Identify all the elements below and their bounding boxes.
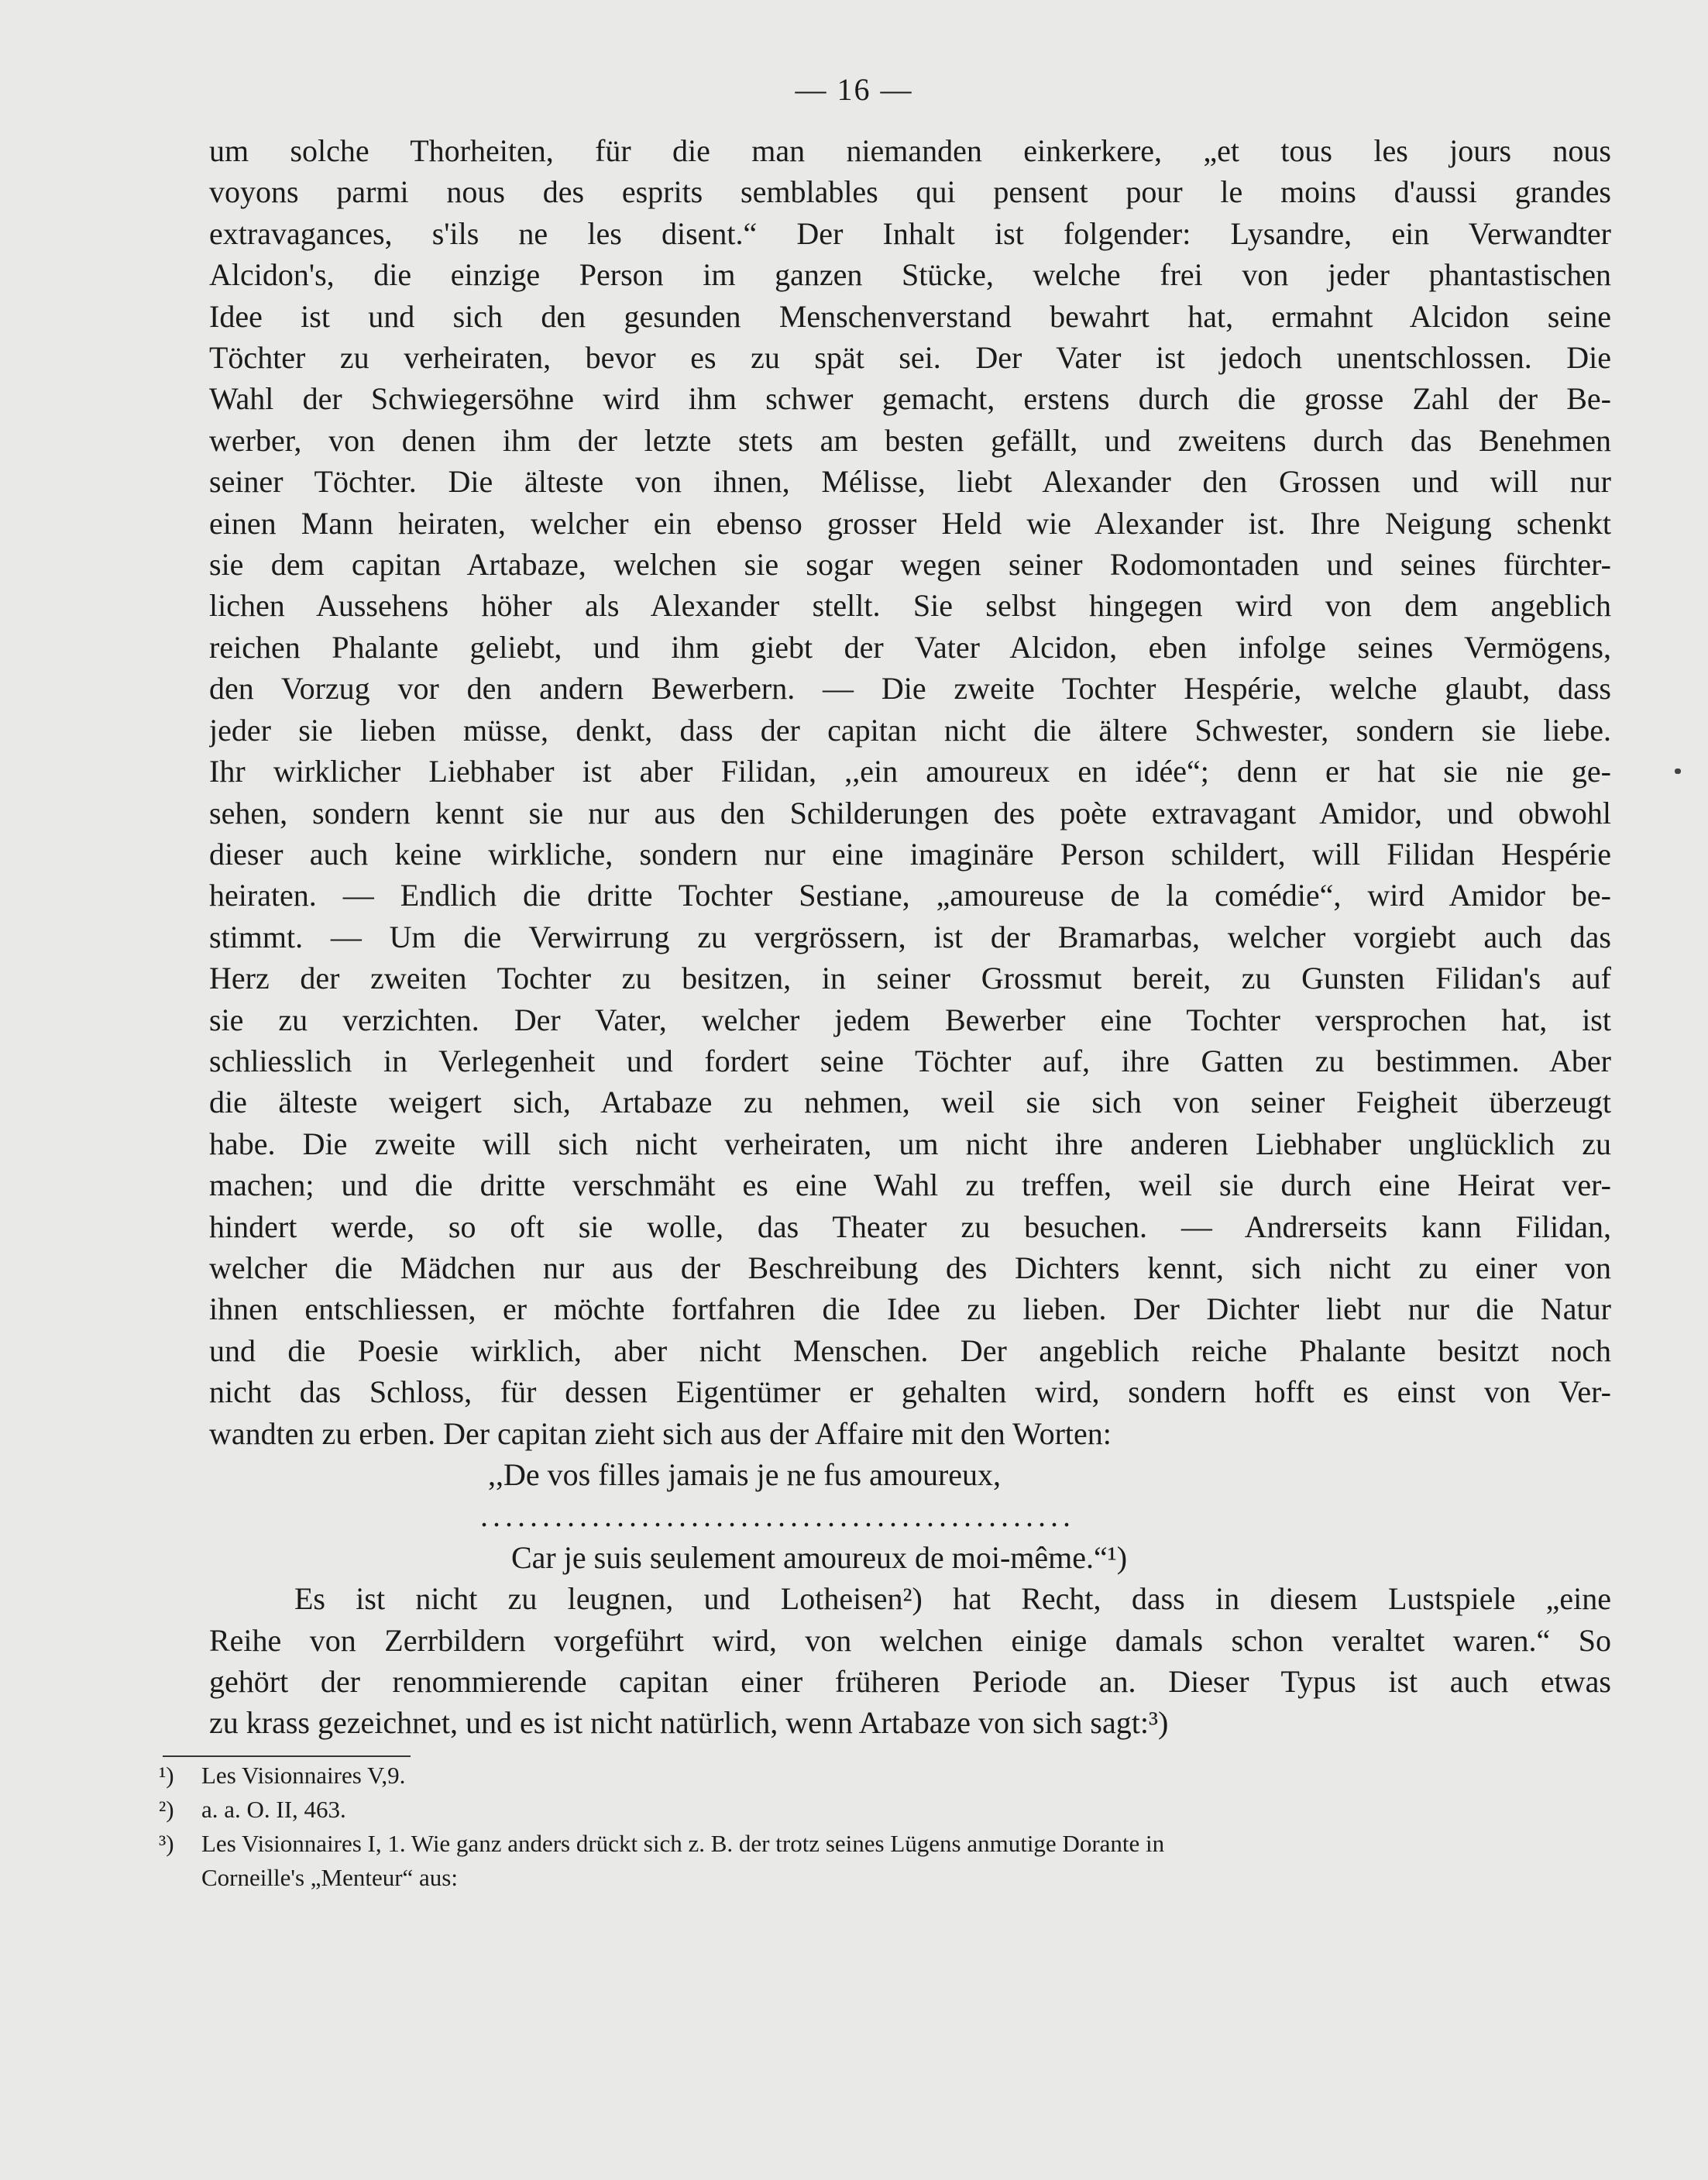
text-line: seiner Töchter. Die älteste von ihnen, Mélisse, liebt Alexander den Grossen und will nur [209,464,1611,500]
text-line: nicht das Schloss, für dessen Eigentümer er gehalten wird, sondern hofft es einst von Ver- [209,1374,1611,1410]
margin-mark [1675,769,1681,774]
text-line: Herz der zweiten Tochter zu besitzen, in seiner Grossmut bereit, zu Gunsten Filidan's auf [209,961,1611,996]
text-line: sie dem capitan Artabaze, welchen sie sogar wegen seiner Rodomontaden und seines fürchter- [209,547,1611,583]
footnote-continuation: Corneille's „Menteur“ aus: [201,1864,458,1891]
text-line: dieser auch keine wirkliche, sondern nur eine imaginäre Person schildert, will Filidan Hespérie [209,836,1611,872]
text-line: extravagances, s'ils ne les disent.“ Der Inhalt ist folgender: Lysandre, ein Verwandter [209,215,1611,251]
footnote-mark: ³) [159,1830,174,1857]
text-line: Wahl der Schwiegersöhne wird ihm schwer gemacht, erstens durch die grosse Zahl der Be- [209,381,1611,417]
footnote-text: a. a. O. II, 463. [201,1796,346,1823]
text-line: gehört der renommierende capitan einer früheren Periode an. Dieser Typus ist auch etwas [209,1664,1611,1700]
text-line: ihnen entschliessen, er möchte fortfahren die Idee zu lieben. Der Dichter liebt nur die Natur [209,1291,1611,1327]
verse-quote-line: Car je suis seulement amoureux de moi-même.“¹) [511,1539,1128,1575]
main-text [209,130,1611,1744]
text-line: reichen Phalante geliebt, und ihm giebt der Vater Alcidon, eben infolge seines Vermögens, [209,629,1611,665]
text-line: Alcidon's, die einzige Person im ganzen Stücke, welche frei von jeder phantastischen [209,257,1611,293]
footnote [159,1793,1569,1827]
footnote-divider [163,1755,411,1757]
text-line: einen Mann heiraten, welcher ein ebenso grosser Held wie Alexander ist. Ihre Neigung schenkt [209,505,1611,541]
text-line: Töchter zu verheiraten, bevor es zu spät sei. Der Vater ist jedoch unentschlossen. Die [209,340,1611,376]
text-line: sie zu verzichten. Der Vater, welcher jedem Bewerber eine Tochter versprochen hat, ist [209,1002,1611,1037]
text-line: machen; und die dritte verschmäht es eine Wahl zu treffen, weil sie durch eine Heirat ver- [209,1167,1611,1203]
text-line: hindert werde, so oft sie wolle, das Theater zu besuchen. — Andrerseits kann Filidan, [209,1209,1611,1244]
verse-quote-line: ,,De vos filles jamais je ne fus amoureux, [488,1457,1002,1492]
footnote-mark: ²) [159,1796,174,1823]
text-line: jeder sie lieben müsse, denkt, dass der capitan nicht die ältere Schwester, sondern sie liebe. [209,712,1611,748]
footnote-text: Les Visionnaires V,9. [201,1762,406,1789]
text-line: Reihe von Zerrbildern vorgeführt wird, von welchen einige damals schon veraltet waren.“ So [209,1622,1611,1658]
footnote-text: Les Visionnaires I, 1. Wie ganz anders drückt sich z. B. der trotz seines Lügens anmutige Dorante in [201,1830,1165,1857]
text-line: werber, von denen ihm der letzte stets am besten gefällt, und zweitens durch das Benehmen [209,422,1611,458]
text-line: Idee ist und sich den gesunden Menschenverstand bewahrt hat, ermahnt Alcidon seine [209,298,1611,334]
text-line: sehen, sondern kennt sie nur aus den Schilderungen des poète extravagant Amidor, und obwohl [209,795,1611,830]
footnote-mark: ¹) [159,1762,174,1789]
text-line: stimmt. — Um die Verwirrung zu vergrössern, ist der Bramarbas, welcher vorgiebt auch das [209,919,1611,954]
text-line: Es ist nicht zu leugnen, und Lotheisen²) hat Recht, dass in diesem Lustspiele „eine [294,1581,1611,1617]
text-line: voyons parmi nous des esprits semblables qui pensent pour le moins d'aussi grandes [209,174,1611,210]
verse-ellipsis: ................................................ [480,1498,1075,1534]
text-line: habe. Die zweite will sich nicht verheiraten, um nicht ihre anderen Liebhaber unglücklich zu [209,1126,1611,1161]
footnotes [159,1759,1569,1895]
text-line: welcher die Mädchen nur aus der Beschreibung des Dichters kennt, sich nicht zu einer von [209,1250,1611,1285]
text-line: und die Poesie wirklich, aber nicht Menschen. Der angeblich reiche Phalante besitzt noch [209,1332,1611,1368]
text-line: zu krass gezeichnet, und es ist nicht natürlich, wenn Artabaze von sich sagt:³) [209,1705,1169,1741]
text-line: lichen Aussehens höher als Alexander stellt. Sie selbst hingegen wird von dem angeblich [209,588,1611,624]
text-line: heiraten. — Endlich die dritte Tochter Sestiane, „amoureuse de la comédie“, wird Amidor be- [209,878,1611,913]
text-line: Ihr wirklicher Liebhaber ist aber Filidan, ,,ein amoureux en idée“; denn er hat sie nie ge- [209,754,1611,789]
footnote [159,1759,1569,1793]
footnote [159,1827,1569,1861]
text-line: schliesslich in Verlegenheit und fordert seine Töchter auf, ihre Gatten zu bestimmen. Aber [209,1043,1611,1078]
text-line: wandten zu erben. Der capitan zieht sich aus der Affaire mit den Worten: [209,1415,1112,1451]
text-line: den Vorzug vor den andern Bewerbern. — Die zweite Tochter Hespérie, welche glaubt, dass [209,671,1611,707]
text-line: die älteste weigert sich, Artabaze zu nehmen, weil sie sich von seiner Feigheit überzeugt [209,1085,1611,1120]
page-number: — 16 — [795,72,913,107]
text-line: um solche Thorheiten, für die man niemanden einkerkere, „et tous les jours nous [209,133,1611,168]
